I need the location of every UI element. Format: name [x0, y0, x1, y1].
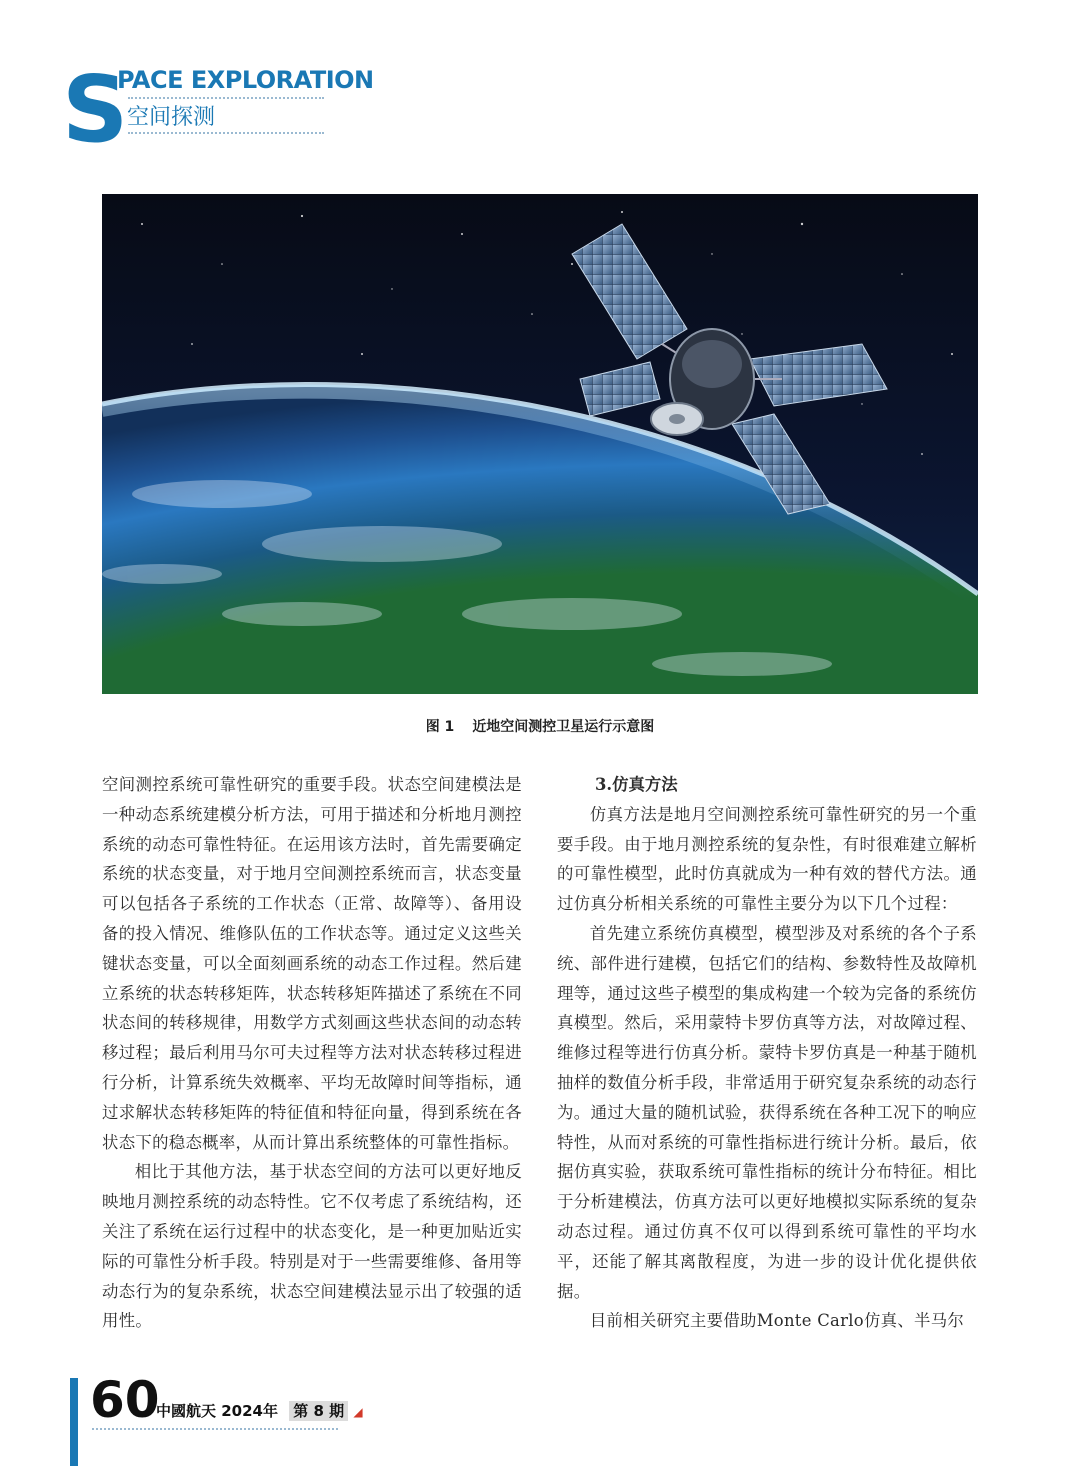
paragraph: 首先建立系统仿真模型，模型涉及对系统的各个子系统、部件进行建模，包括它们的结构、参数特性及故障机理等，通过这些子模型的集成构建一个较为完备的系统仿真模型。然后，采用蒙特卡罗仿真等方法，对故障过程、维修过程等进行仿真分析。蒙特卡罗仿真是一种基于随机抽样的数值分析手段，非常适用于研究复杂系统的动态行为。通过大量的随机试验，获得系统在各种工况下的响应特性，从而对系统的可靠性指标进行统计分析。最后，依据仿真实验，获取系统可靠性指标的统计分布特征。相比于分析建模法，仿真方法可以更好地模拟实际系统的复杂动态过程。通过仿真不仅可以得到系统可靠性的平均水平，还能了解其离散程度，为进一步的设计优化提供依据。 — [557, 923, 977, 1301]
figure-caption — [0, 716, 1080, 736]
footer-accent-bar — [70, 1378, 78, 1466]
magazine-name: 中國航天 — [156, 1402, 217, 1420]
header-title-en: PACE EXPLORATION — [117, 66, 374, 94]
magazine-issue: 第 8 期 — [289, 1401, 348, 1421]
footer-divider — [92, 1428, 338, 1430]
satellite-earth-image — [102, 194, 978, 694]
triangle-icon: ◢ — [353, 1405, 363, 1419]
figure-number: 图 1 — [425, 719, 455, 735]
section-title: 3.仿真方法 — [595, 775, 678, 794]
left-column — [102, 770, 522, 1336]
paragraph: 相比于其他方法，基于状态空间的方法可以更好地反映地月测控系统的动态特性。它不仅考虑了系统结构，还关注了系统在运行过程中的状态变化，是一种更加贴近实际的可靠性分析手段。特别是对于一些需要维修、备用等动态行为的复杂系统，状态空间建模法显示出了较强的适用性。 — [102, 1162, 522, 1331]
footer-magazine-info — [156, 1400, 363, 1421]
header-divider — [128, 132, 324, 134]
paragraph: 空间测控系统可靠性研究的重要手段。状态空间建模法是一种动态系统建模分析方法，可用于描述和分析地月测控系统的动态可靠性特征。在运用该方法时，首先需要确定系统的状态变量，对于地月空间测控系统而言，状态变量可以包括各子系统的工作状态（正常、故障等）、备用设备的投入情况、维修队伍的工作状态等。通过定义这些关键状态变量，可以全面刻画系统的动态工作过程。然后建立系统的状态转移矩阵，状态转移矩阵描述了系统在不同状态间的转移规律，用数学方式刻画这些状态间的动态转移过程；最后利用马尔可夫过程等方法对状态转移过程进行分析，计算系统失效概率、平均无故障时间等指标，通过求解状态转移矩阵的特征值和特征向量，得到系统在各状态下的稳态概率，从而计算出系统整体的可靠性指标。 — [102, 775, 522, 1152]
figure-caption-text: 近地空间测控卫星运行示意图 — [472, 719, 655, 735]
header-divider — [128, 97, 324, 99]
paragraph: 仿真方法是地月空间测控系统可靠性研究的另一个重要手段。由于地月测控系统的复杂性，有时很难建立解析的可靠性模型，此时仿真就成为一种有效的替代方法。通过仿真分析相关系统的可靠性主要分为以下几个过程： — [557, 804, 977, 914]
paragraph: 目前相关研究主要借助Monte Carlo仿真、半马尔 — [589, 1311, 965, 1331]
page-number: 60 — [90, 1371, 160, 1429]
satellite-illustration — [102, 194, 978, 694]
magazine-year: 2024年 — [221, 1402, 278, 1420]
right-column — [557, 770, 977, 1336]
header-initial-s: S — [62, 56, 127, 163]
header-title-cn: 空间探测 — [127, 105, 216, 130]
